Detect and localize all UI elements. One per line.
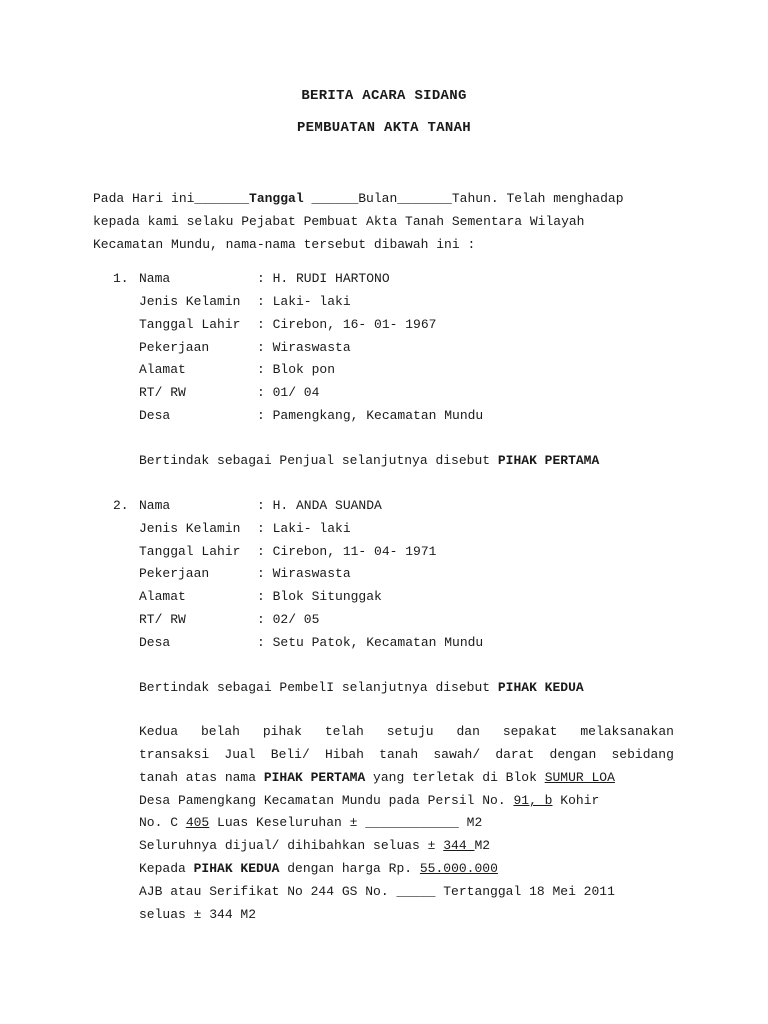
party-1-alamat: Alamat : Blok pon: [139, 362, 336, 377]
party-2-pekerjaan: Pekerjaan : Wiraswasta: [139, 566, 351, 581]
party-1-rt-rw: RT/ RW : 01/ 04: [139, 385, 320, 400]
doc-title-2: PEMBUATAN AKTA TANAH: [296, 120, 472, 136]
party-2-nama: Nama : H. ANDA SUANDA: [139, 498, 382, 513]
party-2-desa: Desa : Setu Patok, Kecamatan Mundu: [139, 635, 484, 650]
agreement-line-1: Kedua belah pihak telah setuju dan sepakat melaksanakan: [139, 724, 674, 739]
agreement-line-8: AJB atau Serifikat No 244 GS No. _____ Tertanggal 18 Mei 2011: [139, 884, 615, 899]
agreement-line-6: Seluruhnya dijual/ dihibahkan seluas ± 344 M2: [139, 838, 491, 853]
party-2-jenis-kelamin: Jenis Kelamin : Laki- laki: [139, 521, 351, 536]
agreement-line-3: tanah atas nama PIHAK PERTAMA yang terletak di Blok SUMUR LOA: [139, 770, 615, 785]
agreement-line-9: seluas ± 344 M2: [139, 907, 257, 922]
party-1-tanggal-lahir: Tanggal Lahir : Cirebon, 16- 01- 1967: [139, 317, 437, 332]
agreement-line-4: Desa Pamengkang Kecamatan Mundu pada Persil No. 91, b Kohir: [139, 793, 600, 808]
intro-line-3: Kecamatan Mundu, nama-nama tersebut dibawah ini :: [93, 237, 476, 252]
party-2-number: 2.: [113, 498, 129, 513]
party-2-alamat: Alamat : Blok Situnggak: [139, 589, 382, 604]
agreement-line-7: Kepada PIHAK KEDUA dengan harga Rp. 55.000.000: [139, 861, 498, 876]
party-1-jenis-kelamin: Jenis Kelamin : Laki- laki: [139, 294, 351, 309]
intro-line-1: Pada Hari ini_______Tanggal ______Bulan_______Tahun. Telah menghadap: [93, 191, 624, 206]
doc-title-1: BERITA ACARA SIDANG: [301, 88, 467, 104]
party-1-number: 1.: [113, 271, 129, 286]
party-1-pekerjaan: Pekerjaan : Wiraswasta: [139, 340, 351, 355]
party-1-desa: Desa : Pamengkang, Kecamatan Mundu: [139, 408, 484, 423]
intro-line-2: kepada kami selaku Pejabat Pembuat Akta Tanah Sementara Wilayah: [93, 214, 585, 229]
party-2-rt-rw: RT/ RW : 02/ 05: [139, 612, 320, 627]
party-1-role: Bertindak sebagai Penjual selanjutnya disebut PIHAK PERTAMA: [139, 453, 600, 468]
agreement-line-2: transaksi Jual Beli/ Hibah tanah sawah/ darat dengan sebidang: [139, 747, 674, 762]
party-2-tanggal-lahir: Tanggal Lahir : Cirebon, 11- 04- 1971: [139, 544, 437, 559]
party-1-nama: Nama : H. RUDI HARTONO: [139, 271, 390, 286]
party-2-role: Bertindak sebagai PembelI selanjutnya disebut PIHAK KEDUA: [139, 680, 584, 695]
agreement-line-5: No. C 405 Luas Keseluruhan ± ____________ M2: [139, 815, 483, 830]
